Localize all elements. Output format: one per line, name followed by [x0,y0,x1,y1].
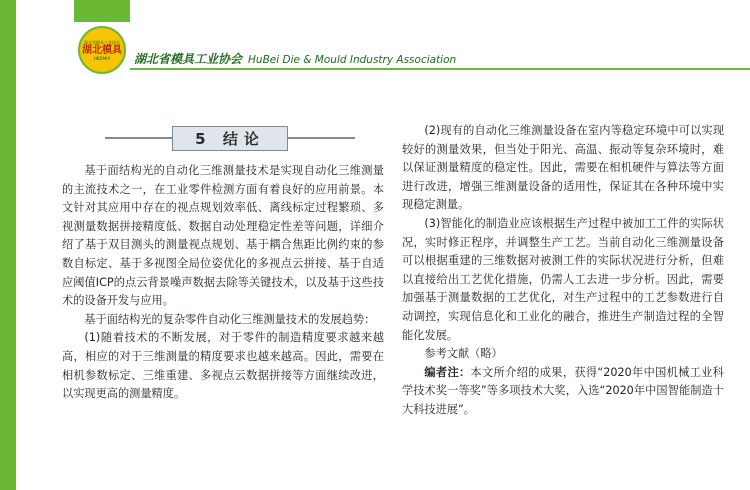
association-logo [78,26,126,74]
left-column [62,162,384,404]
references-line: 参考文献（略） [424,347,503,361]
paragraph-trend-2: (2)现有的自动化三维测量设备在室内等稳定环境中可以实现较好的测量效果，但当处于阳光、高温、振动等复杂环境时，难以保证测量精度的稳定性。因此，需要在相机硬件与算法等方面进行改进，增强三维测量设备的适用性，保证其在各种环境中实现稳定测量。 [402,124,724,212]
association-name-en: HuBei Die & Mould Industry Association [248,54,457,66]
editor-note-text: 本文所介绍的成果，获得“2020年中国机械工业科学技术奖一等奖”等多项技术大奖，入选“2020年中国智能制造十大科技进展”。 [402,365,724,416]
association-name-cn: 湖北省模具工业协会 [134,52,243,66]
editor-note [402,364,724,420]
paragraph-trend-1: (1)随着技术的不断发展，对于零件的制造精度要求越来越高，相应的对于三维测量的精度要求也越来越高。因此，需要在相机参数标定、三维重建、多视点云数据拼接等方面继续改进，以实现更高的测量精度。 [62,331,384,401]
top-green-tab [74,0,130,22]
logo-ring-text: 湖北省模具工业协会 [84,39,120,45]
paragraph-trend-intro: 基于面结构光的复杂零件自动化三维测量技术的发展趋势： [84,312,376,326]
logo-sub-text: HBDMIA [93,55,111,61]
editor-note-label: 编者注： [424,365,471,379]
right-column [402,122,724,420]
logo-mark: 湖北模具 [82,44,122,56]
paragraph-summary: 基于面结构光的自动化三维测量技术是实现自动化三维测量的主流技术之一，在工业零件检测方面有着良好的应用前景。本文针对其应用中存在的视点规划效率低、离线标定过程繁琐、多视测量数据拼接精度低、数据自动处理稳定性差等问题，详细介绍了基于双目测头的测量视点规划、基于耦合焦距比例约束的参数自标定、基于多视图全局位姿优化的多视点云拼接、基于自适应阈值ICP的点云背景噪声数据去除等关键技术，以及基于这些技术的设备开发与应用。 [62,164,384,308]
section-heading-label: 5 结论 [172,126,288,151]
paragraph-trend-3: (3)智能化的制造业应该根据生产过程中被加工工件的实际状况，实时修正程序，并调整生产工艺。当前自动化三维测量设备可以根据重建的三维数据对被测工件的实际状况进行分析，但难以直接给出工艺优化措施，仍需人工去进一步分析。因此，需要加强基于测量数据的工艺优化，对生产过程中的工艺参数进行自动调控，实现信息化和工业化的融合，推进生产制造过程的全智能化发展。 [402,216,724,342]
association-title [134,50,456,68]
left-green-bar [0,0,16,490]
header-divider [130,68,750,70]
section-heading [105,126,355,150]
